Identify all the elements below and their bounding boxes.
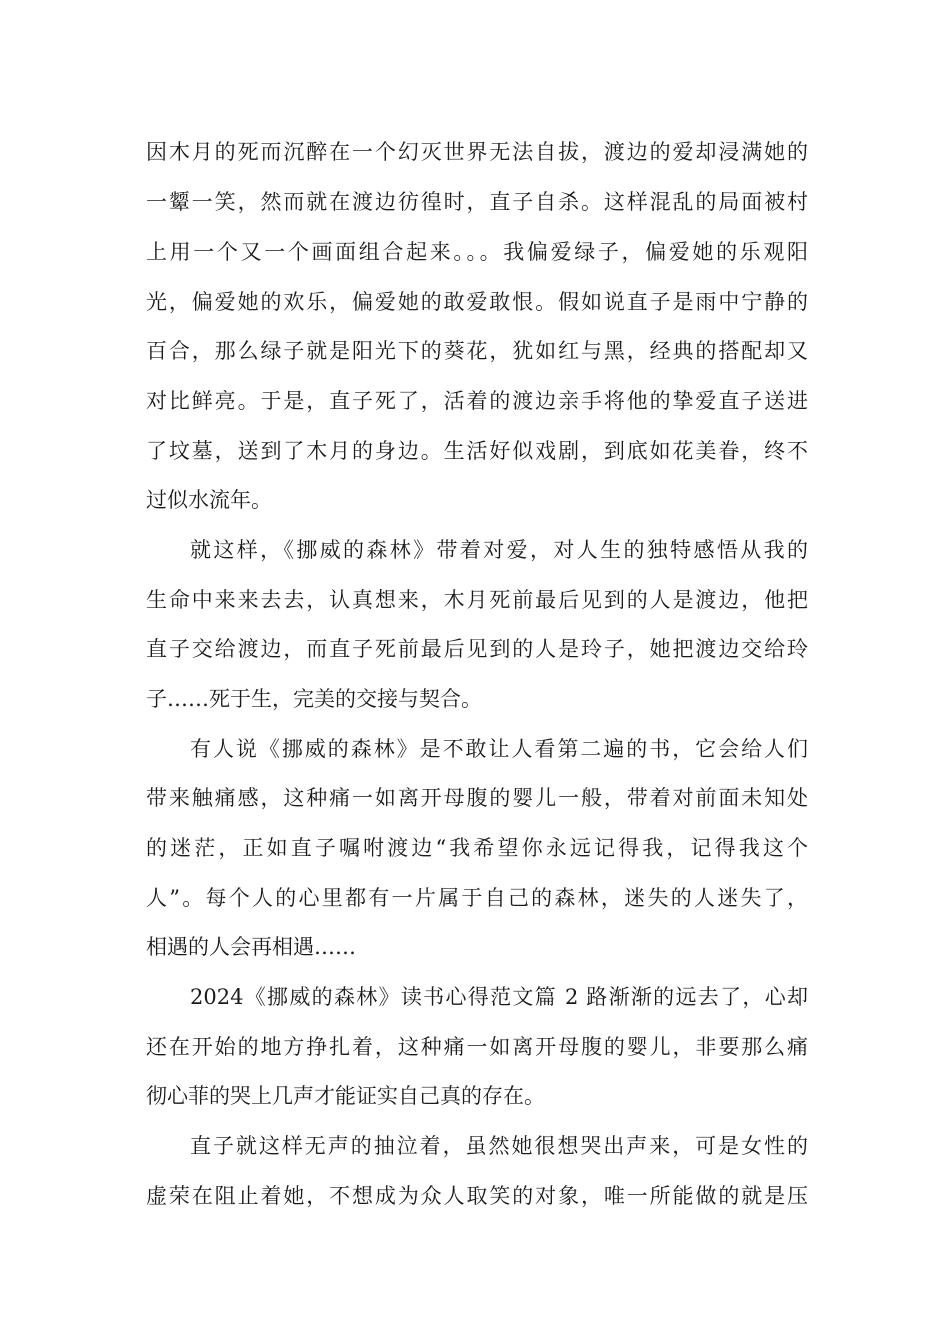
text-line: 子……死于生，完美的交接与契合。 xyxy=(146,687,482,711)
text-line: 人”。每个人的心里都有一片属于自己的森林，迷失的人迷失了， xyxy=(146,886,808,910)
text-line: 百合，那么绿子就是阳光下的葵花，犹如红与黑，经典的搭配却又 xyxy=(146,339,808,363)
text-line: 虚荣在阻止着她，不想成为众人取笑的对象，唯一所能做的就是压 xyxy=(146,1184,808,1208)
text-line: 生命中来来去去，认真想来，木月死前最后见到的人是渡边，他把 xyxy=(146,588,808,612)
text-line: 了坟墓，送到了木月的身边。生活好似戏剧，到底如花美眷，终不 xyxy=(146,439,808,463)
text-line: 还在开始的地方挣扎着，这种痛一如离开母腹的婴儿，非要那么痛 xyxy=(146,1035,808,1059)
text-line: 过似水流年。 xyxy=(146,488,272,512)
paragraph-first-line: 有人说《挪威的森林》是不敢让人看第二遍的书，它会给人们 xyxy=(190,737,808,761)
paragraph-first-line: 就这样，《挪威的森林》带着对爱，对人生的独特感悟从我的 xyxy=(190,538,808,562)
text-line: 彻心菲的哭上几声才能证实自己真的存在。 xyxy=(146,1084,545,1108)
paragraph-first-line: 2024《挪威的森林》读书心得范文篇 2 路渐渐的远去了，心却 xyxy=(190,985,808,1009)
text-line: 相遇的人会再相遇…… xyxy=(146,935,356,959)
text-line: 一颦一笑，然而就在渡边彷徨时，直子自杀。这样混乱的局面被村 xyxy=(146,190,808,214)
text-line: 上用一个又一个画面组合起来。。。我偏爱绿子，偏爱她的乐观阳 xyxy=(146,240,808,264)
text-line: 直子交给渡边，而直子死前最后见到的人是玲子，她把渡边交给玲 xyxy=(146,637,808,661)
text-line: 因木月的死而沉醉在一个幻灭世界无法自拔，渡边的爱却浸满她的 xyxy=(146,140,808,164)
text-line: 对比鲜亮。于是，直子死了，活着的渡边亲手将他的挚爱直子送进 xyxy=(146,389,808,413)
text-line: 的迷茫，正如直子嘱咐渡边“我希望你永远记得我，记得我这个 xyxy=(146,836,808,860)
text-line: 带来触痛感，这种痛一如离开母腹的婴儿一般，带着对前面未知处 xyxy=(146,786,808,810)
text-line: 光，偏爱她的欢乐，偏爱她的敢爱敢恨。假如说直子是雨中宁静的 xyxy=(146,290,808,314)
paragraph-first-line: 直子就这样无声的抽泣着，虽然她很想哭出声来，可是女性的 xyxy=(190,1134,808,1158)
